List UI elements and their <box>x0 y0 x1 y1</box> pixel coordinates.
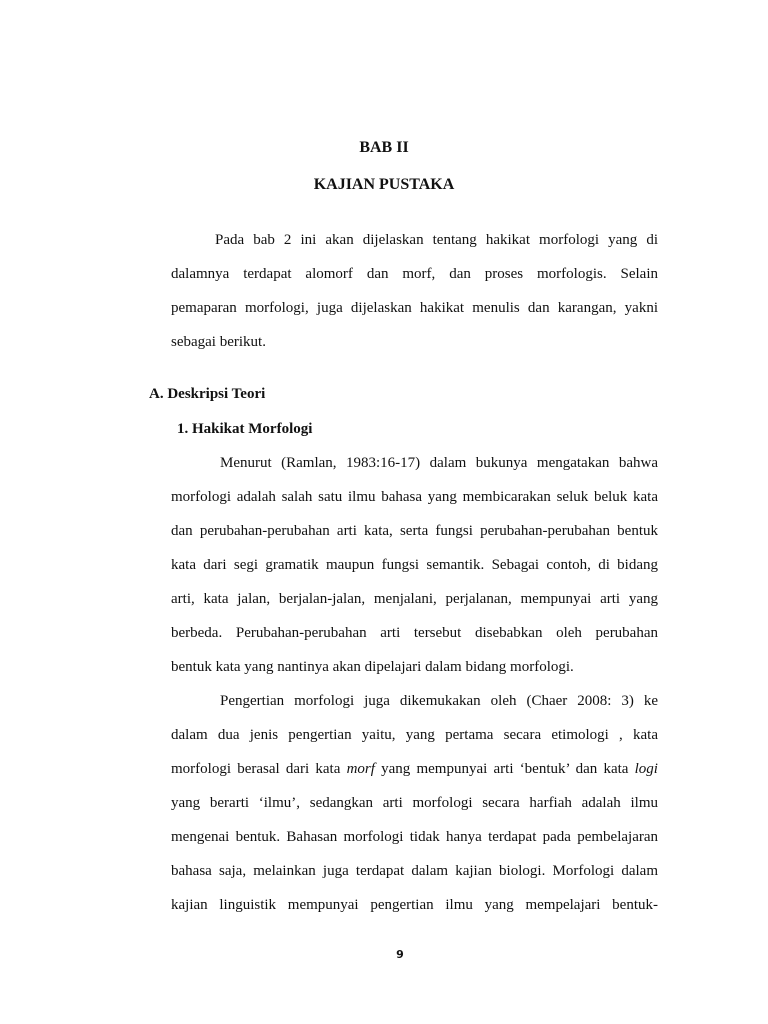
text-line: Pada bab 2 ini akan dijelaskan tentang hakikat morfologi yang di <box>215 232 658 248</box>
page-number: 9 <box>396 948 404 961</box>
text-line: dalamnya terdapat alomorf dan morf, dan proses morfologis. Selain <box>171 266 658 282</box>
text-line: yang berarti ‘ilmu’, sedangkan arti morfologi secara harfiah adalah ilmu <box>171 795 658 811</box>
text-line: morfologi adalah salah satu ilmu bahasa yang membicarakan seluk beluk kata <box>171 489 658 505</box>
text-line: Menurut (Ramlan, 1983:16-17) dalam bukunya mengatakan bahwa <box>220 455 658 471</box>
text-line: kata dari segi gramatik maupun fungsi semantik. Sebagai contoh, di bidang <box>171 557 658 573</box>
section-heading: A. Deskripsi Teori <box>149 386 266 402</box>
text-line: dan perubahan-perubahan arti kata, serta fungsi perubahan-perubahan bentuk <box>171 523 658 539</box>
text-line: dalam dua jenis pengertian yaitu, yang pertama secara etimologi , kata <box>171 727 658 743</box>
chapter-title: KAJIAN PUSTAKA <box>313 176 455 193</box>
text-line: Pengertian morfologi juga dikemukakan oleh (Chaer 2008: 3) ke <box>220 693 658 709</box>
text-line: sebagai berikut. <box>171 334 266 350</box>
chapter-number: BAB II <box>359 139 409 156</box>
text-line: kajian linguistik mempunyai pengertian ilmu yang mempelajari bentuk- <box>171 897 658 913</box>
text-line: pemaparan morfologi, juga dijelaskan hakikat menulis dan karangan, yakni <box>171 300 658 316</box>
text-line: mengenai bentuk. Bahasan morfologi tidak hanya terdapat pada pembelajaran <box>171 829 658 845</box>
text-line: bahasa saja, melainkan juga terdapat dalam kajian biologi. Morfologi dalam <box>171 863 658 879</box>
text-line: arti, kata jalan, berjalan-jalan, menjalani, perjalanan, mempunyai arti yang <box>171 591 658 607</box>
subsection-heading: 1. Hakikat Morfologi <box>177 421 313 437</box>
text-line: morfologi berasal dari kata morf yang mempunyai arti ‘bentuk’ dan kata logi <box>171 761 658 777</box>
text-line: berbeda. Perubahan-perubahan arti tersebut disebabkan oleh perubahan <box>171 625 658 641</box>
text-line: bentuk kata yang nantinya akan dipelajari dalam bidang morfologi. <box>171 659 574 675</box>
